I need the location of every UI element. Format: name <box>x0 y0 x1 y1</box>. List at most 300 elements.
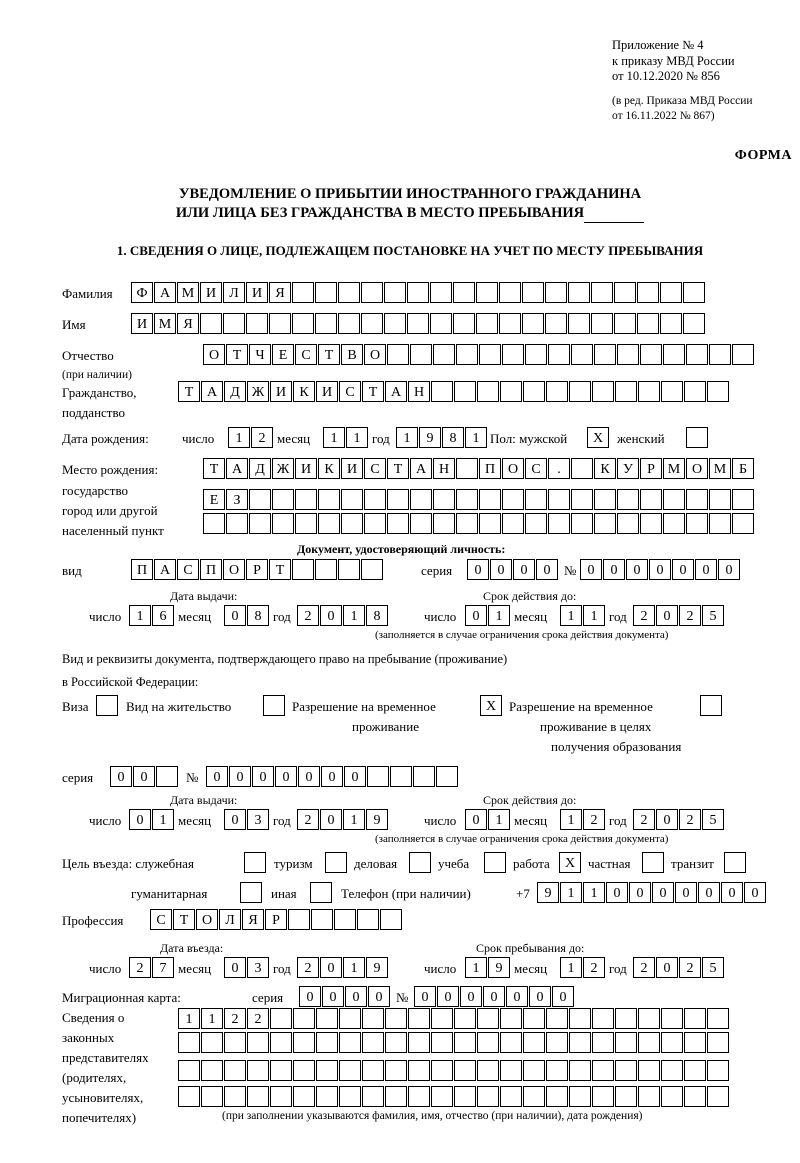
char-cell[interactable]: 0 <box>344 766 366 787</box>
field-stay-end-month[interactable] <box>560 957 606 978</box>
char-cell[interactable] <box>201 1086 223 1107</box>
char-cell[interactable] <box>203 513 225 534</box>
char-cell[interactable]: 8 <box>247 605 269 626</box>
char-cell[interactable] <box>615 1008 637 1029</box>
char-cell[interactable] <box>367 766 389 787</box>
char-cell[interactable] <box>361 313 383 334</box>
field-stay-valid-month[interactable] <box>560 809 606 830</box>
char-cell[interactable] <box>545 313 567 334</box>
char-cell[interactable]: 0 <box>368 986 390 1007</box>
char-cell[interactable]: 0 <box>629 882 651 903</box>
char-cell[interactable] <box>640 489 662 510</box>
char-cell[interactable] <box>477 1008 499 1029</box>
char-cell[interactable] <box>247 1086 269 1107</box>
char-cell[interactable]: 1 <box>201 1008 223 1029</box>
char-cell[interactable] <box>637 282 659 303</box>
char-cell[interactable]: В <box>341 344 363 365</box>
char-cell[interactable]: 0 <box>536 559 558 580</box>
char-cell[interactable] <box>571 513 593 534</box>
char-cell[interactable]: 1 <box>152 809 174 830</box>
char-cell[interactable]: С <box>150 909 172 930</box>
char-cell[interactable] <box>295 513 317 534</box>
char-cell[interactable] <box>456 513 478 534</box>
char-cell[interactable] <box>408 1032 430 1053</box>
char-cell[interactable]: 0 <box>321 766 343 787</box>
char-cell[interactable] <box>548 344 570 365</box>
char-cell[interactable]: Д <box>249 458 271 479</box>
char-cell[interactable] <box>661 381 683 402</box>
char-cell[interactable] <box>178 1032 200 1053</box>
char-cell[interactable]: А <box>154 282 176 303</box>
char-cell[interactable]: 0 <box>252 766 274 787</box>
char-cell[interactable] <box>316 1008 338 1029</box>
field-legal-rep-row2[interactable] <box>178 1032 730 1053</box>
char-cell[interactable] <box>156 766 178 787</box>
char-cell[interactable] <box>226 513 248 534</box>
checkbox-purpose-other[interactable] <box>310 882 332 903</box>
field-birth-month[interactable] <box>323 427 369 448</box>
char-cell[interactable] <box>732 344 754 365</box>
char-cell[interactable]: 0 <box>513 559 535 580</box>
char-cell[interactable] <box>571 344 593 365</box>
char-cell[interactable]: 1 <box>396 427 418 448</box>
char-cell[interactable]: 0 <box>467 559 489 580</box>
char-cell[interactable]: 5 <box>702 605 724 626</box>
char-cell[interactable]: 6 <box>152 605 174 626</box>
checkbox-male[interactable]: Х <box>587 427 609 448</box>
char-cell[interactable]: 1 <box>346 427 368 448</box>
char-cell[interactable] <box>546 1086 568 1107</box>
char-cell[interactable] <box>249 489 271 510</box>
field-birth-day[interactable] <box>228 427 274 448</box>
field-mig-series[interactable] <box>299 986 391 1007</box>
char-cell[interactable] <box>407 282 429 303</box>
char-cell[interactable] <box>707 1008 729 1029</box>
char-cell[interactable]: И <box>270 381 292 402</box>
char-cell[interactable]: Т <box>173 909 195 930</box>
char-cell[interactable] <box>569 381 591 402</box>
char-cell[interactable] <box>640 513 662 534</box>
char-cell[interactable]: О <box>502 458 524 479</box>
char-cell[interactable] <box>660 282 682 303</box>
char-cell[interactable]: Б <box>732 458 754 479</box>
char-cell[interactable] <box>433 344 455 365</box>
char-cell[interactable] <box>522 313 544 334</box>
char-cell[interactable]: 0 <box>626 559 648 580</box>
char-cell[interactable]: 0 <box>224 605 246 626</box>
char-cell[interactable]: 2 <box>583 809 605 830</box>
char-cell[interactable]: 9 <box>366 809 388 830</box>
char-cell[interactable] <box>709 489 731 510</box>
char-cell[interactable]: 1 <box>560 809 582 830</box>
field-doc-valid-day[interactable] <box>465 605 511 626</box>
char-cell[interactable]: 1 <box>560 605 582 626</box>
char-cell[interactable]: Я <box>269 282 291 303</box>
field-birth-place-row1[interactable] <box>203 458 755 479</box>
char-cell[interactable]: 1 <box>343 957 365 978</box>
char-cell[interactable] <box>454 1060 476 1081</box>
char-cell[interactable]: 0 <box>275 766 297 787</box>
char-cell[interactable] <box>390 766 412 787</box>
char-cell[interactable]: Т <box>387 458 409 479</box>
char-cell[interactable]: 3 <box>247 809 269 830</box>
char-cell[interactable] <box>592 1008 614 1029</box>
char-cell[interactable] <box>431 1032 453 1053</box>
char-cell[interactable] <box>502 344 524 365</box>
char-cell[interactable]: Ж <box>247 381 269 402</box>
char-cell[interactable] <box>387 513 409 534</box>
char-cell[interactable]: Т <box>318 344 340 365</box>
char-cell[interactable]: 2 <box>297 957 319 978</box>
char-cell[interactable]: 2 <box>247 1008 269 1029</box>
char-cell[interactable]: 0 <box>320 957 342 978</box>
char-cell[interactable] <box>546 381 568 402</box>
char-cell[interactable] <box>663 513 685 534</box>
char-cell[interactable]: 0 <box>224 957 246 978</box>
char-cell[interactable] <box>500 1008 522 1029</box>
char-cell[interactable] <box>638 381 660 402</box>
char-cell[interactable] <box>334 909 356 930</box>
field-stay-valid-year[interactable] <box>633 809 725 830</box>
char-cell[interactable] <box>339 1086 361 1107</box>
char-cell[interactable] <box>408 1008 430 1029</box>
char-cell[interactable] <box>364 489 386 510</box>
char-cell[interactable] <box>684 1032 706 1053</box>
char-cell[interactable] <box>316 1060 338 1081</box>
char-cell[interactable] <box>569 1032 591 1053</box>
char-cell[interactable]: 0 <box>490 559 512 580</box>
char-cell[interactable]: Т <box>226 344 248 365</box>
char-cell[interactable]: 0 <box>299 986 321 1007</box>
char-cell[interactable]: 8 <box>442 427 464 448</box>
field-doc-issue-year[interactable] <box>297 605 389 626</box>
char-cell[interactable] <box>357 909 379 930</box>
field-birth-year[interactable] <box>396 427 488 448</box>
char-cell[interactable]: 0 <box>652 882 674 903</box>
char-cell[interactable] <box>591 313 613 334</box>
char-cell[interactable] <box>546 1032 568 1053</box>
char-cell[interactable]: 0 <box>224 809 246 830</box>
field-legal-rep-row1[interactable] <box>178 1008 730 1029</box>
char-cell[interactable] <box>569 1008 591 1029</box>
char-cell[interactable]: И <box>200 282 222 303</box>
char-cell[interactable] <box>338 282 360 303</box>
char-cell[interactable] <box>433 489 455 510</box>
char-cell[interactable] <box>592 1086 614 1107</box>
char-cell[interactable] <box>638 1032 660 1053</box>
char-cell[interactable]: 9 <box>537 882 559 903</box>
char-cell[interactable] <box>548 489 570 510</box>
char-cell[interactable] <box>525 344 547 365</box>
char-cell[interactable] <box>178 1086 200 1107</box>
char-cell[interactable]: 1 <box>343 809 365 830</box>
char-cell[interactable] <box>431 1008 453 1029</box>
char-cell[interactable]: О <box>223 559 245 580</box>
field-legal-rep-row3[interactable] <box>178 1060 730 1081</box>
char-cell[interactable] <box>316 1032 338 1053</box>
char-cell[interactable]: 0 <box>320 605 342 626</box>
char-cell[interactable] <box>430 313 452 334</box>
char-cell[interactable]: 0 <box>721 882 743 903</box>
field-surname[interactable] <box>131 282 706 303</box>
char-cell[interactable] <box>338 313 360 334</box>
field-doc-type[interactable] <box>131 559 384 580</box>
char-cell[interactable]: . <box>548 458 570 479</box>
char-cell[interactable] <box>249 513 271 534</box>
char-cell[interactable] <box>311 909 333 930</box>
char-cell[interactable]: 2 <box>679 605 701 626</box>
char-cell[interactable]: 1 <box>228 427 250 448</box>
char-cell[interactable] <box>660 313 682 334</box>
char-cell[interactable]: И <box>295 458 317 479</box>
char-cell[interactable] <box>200 313 222 334</box>
field-stay-valid-day[interactable] <box>465 809 511 830</box>
char-cell[interactable]: 1 <box>560 957 582 978</box>
char-cell[interactable] <box>568 313 590 334</box>
char-cell[interactable]: 0 <box>460 986 482 1007</box>
char-cell[interactable] <box>223 313 245 334</box>
char-cell[interactable]: 1 <box>465 427 487 448</box>
char-cell[interactable] <box>592 381 614 402</box>
char-cell[interactable]: А <box>201 381 223 402</box>
char-cell[interactable] <box>385 1060 407 1081</box>
char-cell[interactable] <box>569 1060 591 1081</box>
char-cell[interactable]: Т <box>269 559 291 580</box>
char-cell[interactable] <box>408 1086 430 1107</box>
char-cell[interactable]: М <box>177 282 199 303</box>
char-cell[interactable]: 3 <box>247 957 269 978</box>
char-cell[interactable]: А <box>154 559 176 580</box>
char-cell[interactable]: 8 <box>366 605 388 626</box>
char-cell[interactable] <box>523 381 545 402</box>
field-mig-number[interactable] <box>414 986 575 1007</box>
char-cell[interactable] <box>385 1032 407 1053</box>
char-cell[interactable]: 0 <box>695 559 717 580</box>
char-cell[interactable] <box>288 909 310 930</box>
checkbox-purpose-private[interactable] <box>642 852 664 873</box>
char-cell[interactable] <box>387 489 409 510</box>
char-cell[interactable] <box>292 282 314 303</box>
char-cell[interactable] <box>594 489 616 510</box>
char-cell[interactable] <box>453 313 475 334</box>
char-cell[interactable]: 0 <box>603 559 625 580</box>
char-cell[interactable] <box>361 282 383 303</box>
char-cell[interactable]: М <box>154 313 176 334</box>
char-cell[interactable] <box>247 1060 269 1081</box>
char-cell[interactable] <box>270 1086 292 1107</box>
char-cell[interactable] <box>224 1060 246 1081</box>
char-cell[interactable] <box>341 489 363 510</box>
field-entry-day[interactable] <box>129 957 175 978</box>
char-cell[interactable] <box>408 1060 430 1081</box>
char-cell[interactable] <box>479 489 501 510</box>
char-cell[interactable] <box>454 1008 476 1029</box>
char-cell[interactable] <box>523 1086 545 1107</box>
checkbox-residence-permit[interactable] <box>263 695 285 716</box>
char-cell[interactable] <box>594 344 616 365</box>
char-cell[interactable]: 0 <box>698 882 720 903</box>
char-cell[interactable]: 0 <box>465 605 487 626</box>
char-cell[interactable] <box>640 344 662 365</box>
char-cell[interactable] <box>431 1086 453 1107</box>
char-cell[interactable]: И <box>131 313 153 334</box>
char-cell[interactable]: 0 <box>206 766 228 787</box>
char-cell[interactable]: П <box>479 458 501 479</box>
char-cell[interactable]: 7 <box>152 957 174 978</box>
field-stay-end-day[interactable] <box>465 957 511 978</box>
char-cell[interactable]: 2 <box>679 809 701 830</box>
field-stay-issue-month[interactable] <box>224 809 270 830</box>
char-cell[interactable] <box>341 513 363 534</box>
char-cell[interactable]: 0 <box>718 559 740 580</box>
char-cell[interactable] <box>410 513 432 534</box>
char-cell[interactable]: К <box>594 458 616 479</box>
char-cell[interactable]: Р <box>265 909 287 930</box>
char-cell[interactable] <box>707 1032 729 1053</box>
char-cell[interactable]: 0 <box>580 559 602 580</box>
char-cell[interactable]: 0 <box>672 559 694 580</box>
field-stay-issue-year[interactable] <box>297 809 389 830</box>
char-cell[interactable]: И <box>341 458 363 479</box>
char-cell[interactable] <box>546 1060 568 1081</box>
char-cell[interactable]: А <box>226 458 248 479</box>
char-cell[interactable]: 0 <box>529 986 551 1007</box>
char-cell[interactable] <box>638 1086 660 1107</box>
char-cell[interactable] <box>525 513 547 534</box>
char-cell[interactable]: 0 <box>437 986 459 1007</box>
char-cell[interactable]: Я <box>242 909 264 930</box>
char-cell[interactable] <box>338 559 360 580</box>
char-cell[interactable] <box>591 282 613 303</box>
char-cell[interactable] <box>454 381 476 402</box>
char-cell[interactable]: 0 <box>322 986 344 1007</box>
field-stay-series[interactable] <box>110 766 179 787</box>
char-cell[interactable]: А <box>410 458 432 479</box>
checkbox-visa[interactable] <box>96 695 118 716</box>
char-cell[interactable] <box>361 559 383 580</box>
field-birth-place-row3[interactable] <box>203 513 755 534</box>
char-cell[interactable] <box>545 282 567 303</box>
char-cell[interactable]: С <box>339 381 361 402</box>
char-cell[interactable] <box>637 313 659 334</box>
char-cell[interactable] <box>453 282 475 303</box>
char-cell[interactable] <box>592 1060 614 1081</box>
char-cell[interactable] <box>683 282 705 303</box>
char-cell[interactable] <box>362 1008 384 1029</box>
char-cell[interactable]: О <box>196 909 218 930</box>
char-cell[interactable] <box>732 513 754 534</box>
char-cell[interactable]: Я <box>177 313 199 334</box>
char-cell[interactable]: 2 <box>297 809 319 830</box>
char-cell[interactable] <box>407 313 429 334</box>
char-cell[interactable] <box>316 1086 338 1107</box>
char-cell[interactable] <box>272 489 294 510</box>
char-cell[interactable] <box>339 1032 361 1053</box>
char-cell[interactable]: 1 <box>129 605 151 626</box>
char-cell[interactable] <box>684 1060 706 1081</box>
char-cell[interactable] <box>661 1008 683 1029</box>
char-cell[interactable]: Р <box>246 559 268 580</box>
char-cell[interactable] <box>500 381 522 402</box>
char-cell[interactable] <box>548 513 570 534</box>
char-cell[interactable]: У <box>617 458 639 479</box>
char-cell[interactable] <box>500 1060 522 1081</box>
char-cell[interactable]: Т <box>203 458 225 479</box>
char-cell[interactable]: Т <box>178 381 200 402</box>
char-cell[interactable] <box>315 282 337 303</box>
checkbox-purpose-service[interactable] <box>244 852 266 873</box>
char-cell[interactable] <box>293 1060 315 1081</box>
char-cell[interactable]: 0 <box>649 559 671 580</box>
char-cell[interactable]: Н <box>408 381 430 402</box>
char-cell[interactable]: 0 <box>133 766 155 787</box>
char-cell[interactable] <box>683 313 705 334</box>
char-cell[interactable]: 0 <box>656 957 678 978</box>
char-cell[interactable]: С <box>364 458 386 479</box>
char-cell[interactable]: Ф <box>131 282 153 303</box>
char-cell[interactable]: 0 <box>414 986 436 1007</box>
char-cell[interactable] <box>499 282 521 303</box>
char-cell[interactable] <box>292 559 314 580</box>
char-cell[interactable] <box>571 489 593 510</box>
char-cell[interactable] <box>269 313 291 334</box>
char-cell[interactable]: П <box>131 559 153 580</box>
field-doc-valid-year[interactable] <box>633 605 725 626</box>
char-cell[interactable]: М <box>709 458 731 479</box>
char-cell[interactable] <box>661 1086 683 1107</box>
char-cell[interactable] <box>686 513 708 534</box>
char-cell[interactable] <box>413 766 435 787</box>
char-cell[interactable] <box>456 489 478 510</box>
char-cell[interactable] <box>617 513 639 534</box>
char-cell[interactable]: И <box>246 282 268 303</box>
char-cell[interactable] <box>684 1086 706 1107</box>
char-cell[interactable]: 0 <box>483 986 505 1007</box>
char-cell[interactable]: 5 <box>702 809 724 830</box>
checkbox-purpose-tourism[interactable] <box>325 852 347 873</box>
char-cell[interactable] <box>224 1086 246 1107</box>
char-cell[interactable] <box>709 344 731 365</box>
char-cell[interactable] <box>707 1060 729 1081</box>
char-cell[interactable] <box>663 344 685 365</box>
char-cell[interactable]: 0 <box>606 882 628 903</box>
char-cell[interactable] <box>663 489 685 510</box>
char-cell[interactable]: Н <box>433 458 455 479</box>
char-cell[interactable] <box>318 513 340 534</box>
checkbox-purpose-transit[interactable] <box>724 852 746 873</box>
char-cell[interactable] <box>500 1032 522 1053</box>
char-cell[interactable]: Р <box>640 458 662 479</box>
field-legal-rep-row4[interactable] <box>178 1086 730 1107</box>
char-cell[interactable] <box>339 1008 361 1029</box>
checkbox-purpose-business[interactable] <box>409 852 431 873</box>
char-cell[interactable] <box>571 458 593 479</box>
field-doc-issue-day[interactable] <box>129 605 175 626</box>
char-cell[interactable] <box>686 344 708 365</box>
char-cell[interactable] <box>525 489 547 510</box>
char-cell[interactable] <box>686 489 708 510</box>
char-cell[interactable]: О <box>686 458 708 479</box>
char-cell[interactable] <box>385 1008 407 1029</box>
char-cell[interactable] <box>270 1032 292 1053</box>
char-cell[interactable]: 2 <box>679 957 701 978</box>
char-cell[interactable] <box>431 1060 453 1081</box>
char-cell[interactable] <box>364 513 386 534</box>
char-cell[interactable]: О <box>364 344 386 365</box>
char-cell[interactable] <box>522 282 544 303</box>
checkbox-purpose-study[interactable] <box>484 852 506 873</box>
char-cell[interactable]: 0 <box>552 986 574 1007</box>
